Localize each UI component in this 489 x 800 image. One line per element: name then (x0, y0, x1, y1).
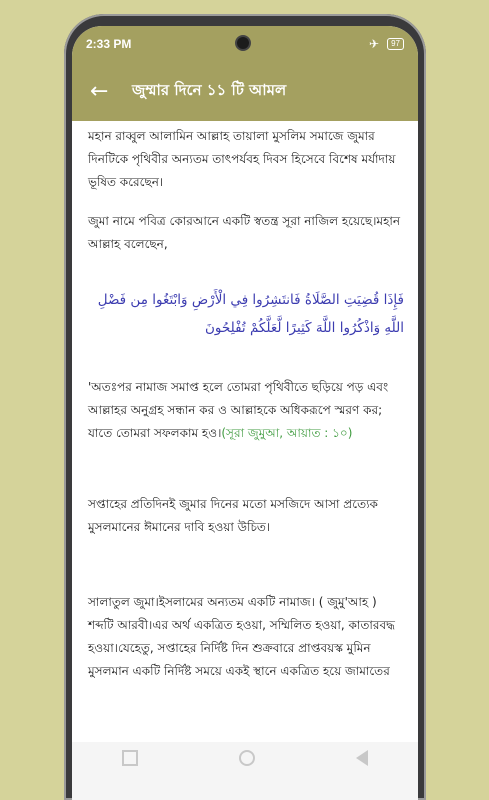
paragraph-3 (88, 376, 404, 445)
verse-translation: 'অতঃপর নামাজ সমাপ্ত হলে তোমরা পৃথিবীতে ছড়িয়ে পড় এবং আল্লাহর অনুগ্রহ সন্ধান কর ও আল্লাহকে অধিকরূপে স্মরণ কর; যাতে তোমরা সফলকাম হও। (88, 380, 389, 440)
battery-icon (387, 38, 404, 50)
paragraph-5: সালাতুল জুমা।ইসলামের অন্যতম একটি নামাজ। ( জুমু'আহ ) শব্দটি আরবী।এর অর্থ একত্রিত হওয়া, সম্মিলিত হওয়া, কাতারবদ্ধ হওয়া।যেহেতু, সপ্তাহের নির্দিষ্ট দিন শুক্রবারে প্রাপ্তবয়স্ক মুমিন মুসলমান একটি নির্দিষ্ট সময়ে একই স্থানে একত্রিত হয়ে জামাতের (88, 595, 395, 678)
battery-level: 97 (391, 38, 400, 48)
status-time: 2:33 PM (86, 36, 132, 51)
status-icons (369, 37, 404, 51)
article-content[interactable] (72, 121, 418, 740)
status-bar (72, 26, 418, 61)
home-button[interactable] (239, 750, 255, 766)
screen (72, 26, 418, 800)
paragraph-2: জুমা নামে পবিত্র কোরআনে একটি স্বতন্ত্র সূরা নাজিল হয়েছে।মহান আল্লাহ বলেছেন, (88, 214, 401, 251)
system-back-button[interactable] (356, 750, 368, 766)
app-bar (72, 61, 418, 121)
paragraph-1: মহান রাব্বুল আলামিন আল্লাহ তায়ালা মুসলিম সমাজে জুমার দিনটিকে পৃথিবীর অন্যতম তাৎপর্যবহ দিবস হিসেবে বিশেষ মর্যাদায় ভূষিত করেছেন। (88, 129, 396, 189)
recents-button[interactable] (122, 750, 138, 766)
paragraph-4: সপ্তাহের প্রতিদিনই জুমার দিনের মতো মসজিদে আসা প্রত্যেক মুসলমানের ঈমানের দাবি হওয়া উচিত। (88, 497, 378, 534)
arabic-verse: فَإِذَا قُضِيَتِ الصَّلَاةُ فَانتَشِرُوا فِي الْأَرْضِ وَابْتَغُوا مِن فَضْلِ اللَّهِ وَاذْكُرُوا اللَّهَ كَثِيرًا لَّعَلَّكُمْ تُفْلِحُونَ (97, 292, 404, 336)
arrow-left-icon[interactable]: ← (90, 78, 109, 104)
page-title: জুম্মার দিনে ১১ টি আমল (132, 80, 287, 99)
system-nav-bar (72, 742, 418, 800)
front-camera (235, 35, 251, 51)
verse-reference: (সূরা জুমুআ, আয়াত : ১০) (221, 426, 353, 440)
airplane-icon: ✈ (369, 36, 380, 51)
